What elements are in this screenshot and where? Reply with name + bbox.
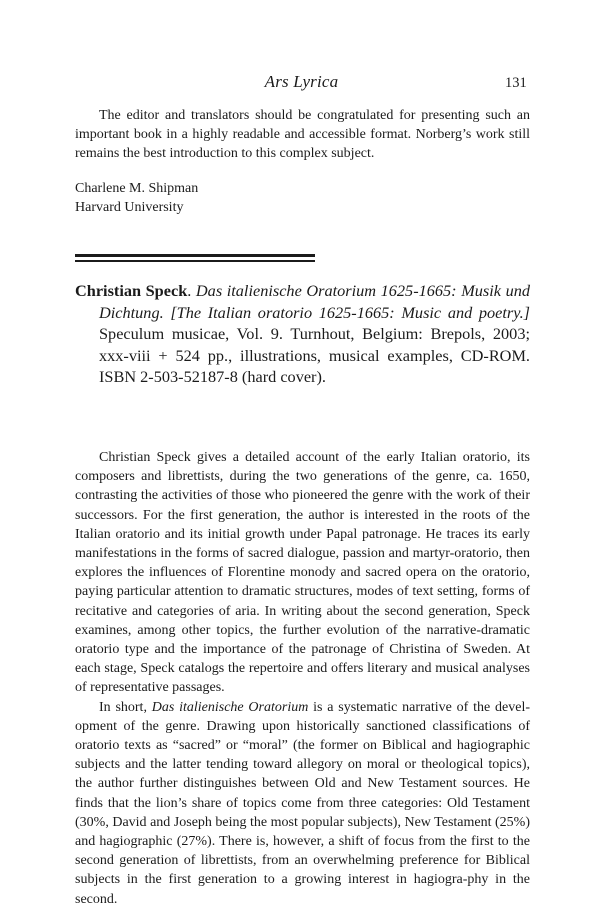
review-paragraph-2-rest: is a systematic narrative of the devel-opment of the genre. Drawing upon historically sanctioned classifications of oratorio texts as “sacred” or “moral” (the former on Biblical and hagiographic subjects and the latter tending toward allegory on moral or theological topics), the author further distinguishes between Old and New Testament sources. He finds that the lion’s share of topics come from three categories: Old Testament (30%, David and Joseph being the most popular subjects), New Testament (25%) and hagiographic (27%). There is, however, a shift of focus from the first to the second generation of librettists, from an overwhelming preference for Biblical subjects in the first generation to a growing interest in hagiogra-phy in the second. (75, 699, 530, 907)
review-body (75, 448, 530, 909)
reviewer-name: Charlene M. Shipman (75, 181, 199, 196)
review-paragraph-1: Christian Speck gives a detailed account of the early Italian oratorio, its composers and librettists, during the two generations of the genre, ca. 1650, contrasting the activities of those who pioneered the genre with the work of their successors. For the first generation, the author is interested in the roots of the Italian oratorio and its initial growth under Papal patronage. He traces its early manifestations in the forms of sacred dialogue, passion and martyr-oratorio, then explores the influences of Florentine monody and sacred opera on the oratorio, paying particular attention to dramatic structures, modes of text setting, forms of recitative and categories of aria. In writing about the second generation, Speck examines, among other topics, the further evolution of the narrative-dramatic oratorio type and the importance of the patronage of Christina of Sweden. At each stage, Speck catalogs the repertoire and offers literary and musical analyses of representative passages. (75, 450, 530, 696)
section-divider-thin (75, 260, 315, 262)
intro-paragraph: The editor and translators should be congratulated for presenting such an important book in a highly readable and accessible format. Norberg’s work still remains the best introduction to this complex subject. (75, 108, 530, 162)
review-paragraph-2-title: Das italienische Oratorium (151, 699, 309, 715)
review-paragraph-2-lead: In short, (99, 699, 152, 715)
review-paragraph-2 (75, 698, 530, 909)
book-citation (75, 280, 530, 388)
reviewer-signature (75, 179, 198, 217)
running-title: Ars Lyrica (264, 72, 339, 91)
reviewer-affiliation: Harvard University (75, 200, 184, 216)
citation-separator: . (187, 281, 196, 300)
citation-title: Das italienische Oratorium 1625-1665: Musik und Dichtung. [The Italian oratorio 1625-1665: Music and poetry.] (99, 281, 530, 322)
citation-details: Speculum musicae, Vol. 9. Turnhout, Belgium: Brepols, 2003; xxx-viii + 524 pp., illustrations, musical examples, CD-ROM. ISBN 2-503-52187-8 (hard cover). (99, 324, 530, 386)
intro-block (75, 106, 530, 164)
page-number: 131 (505, 75, 527, 91)
section-divider-thick (75, 254, 315, 257)
citation-author: Christian Speck (75, 281, 188, 300)
